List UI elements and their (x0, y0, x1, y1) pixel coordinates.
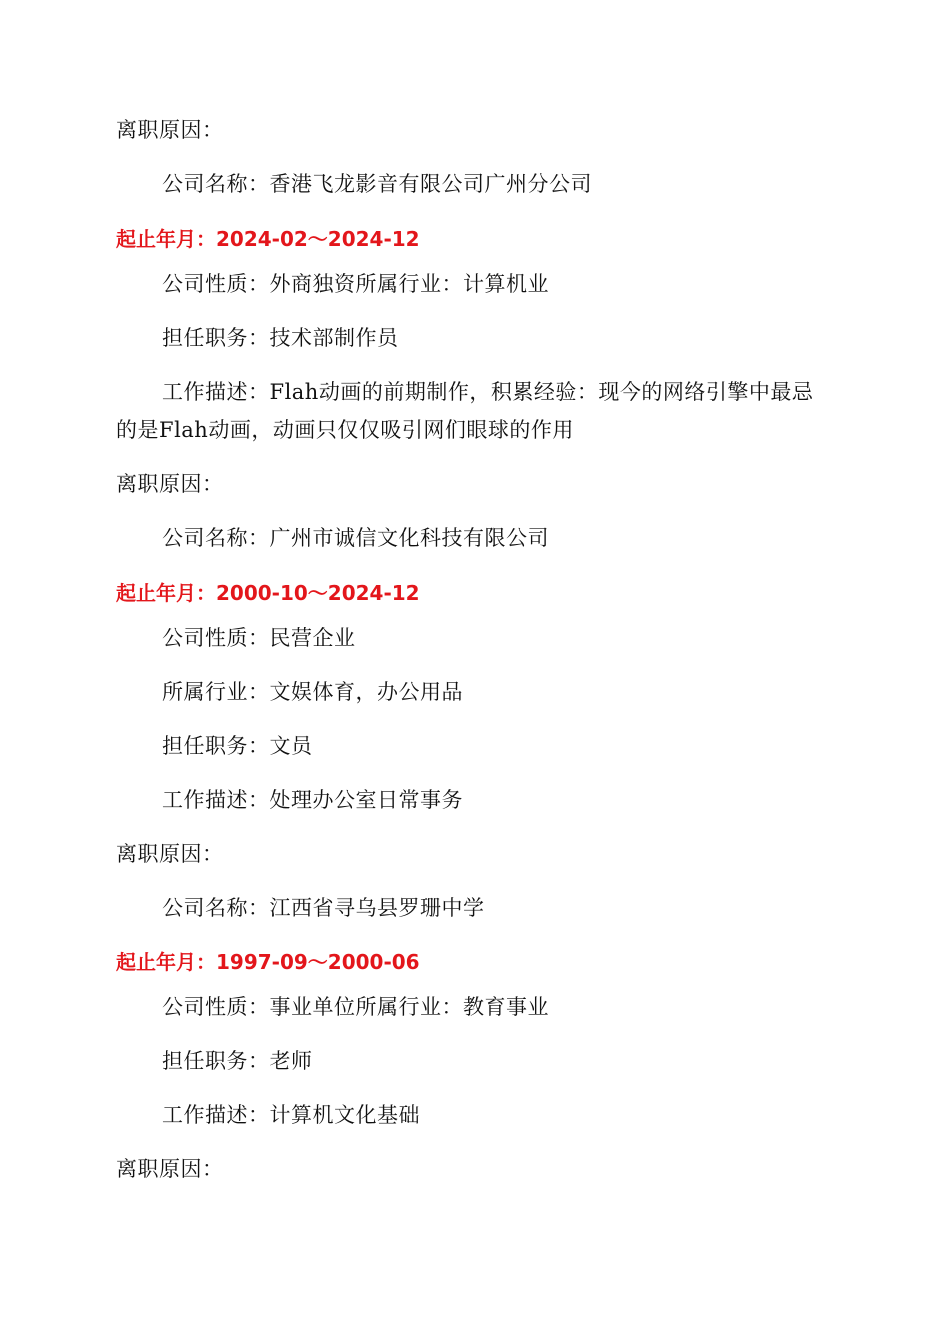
period-heading-3: 起止年月：1997-09～2000-06 (116, 950, 420, 974)
job-description-1: 工作描述：Flah动画的前期制作，积累经验：现今的网络引擎中最忌的是Flah动画，动画只仅仅吸引网们眼球的作用 (116, 380, 814, 442)
leave-reason-3: 离职原因： (116, 842, 224, 866)
job-position-1: 担任职务：技术部制作员 (162, 326, 399, 350)
job-position-3: 担任职务：老师 (162, 1049, 313, 1073)
job-position-2: 担任职务：文员 (162, 734, 313, 758)
job-description-2: 工作描述：处理办公室日常事务 (162, 788, 463, 812)
company-name-3: 公司名称：江西省寻乌县罗珊中学 (162, 896, 485, 920)
company-industry-2: 所属行业：文娱体育，办公用品 (162, 680, 463, 704)
company-nature-2: 公司性质：民营企业 (162, 626, 356, 650)
company-nature-1: 公司性质：外商独资所属行业：计算机业 (162, 272, 549, 296)
job-description-3: 工作描述：计算机文化基础 (162, 1103, 420, 1127)
leave-reason-4: 离职原因： (116, 1157, 224, 1181)
company-name-2: 公司名称：广州市诚信文化科技有限公司 (162, 526, 549, 550)
leave-reason-2: 离职原因： (116, 472, 224, 496)
period-heading-1: 起止年月：2024-02～2024-12 (116, 227, 420, 251)
leave-reason-1: 离职原因： (116, 118, 224, 142)
period-heading-2: 起止年月：2000-10～2024-12 (116, 581, 420, 605)
company-name-1: 公司名称：香港飞龙影音有限公司广州分公司 (162, 172, 592, 196)
company-nature-3: 公司性质：事业单位所属行业：教育事业 (162, 995, 549, 1019)
